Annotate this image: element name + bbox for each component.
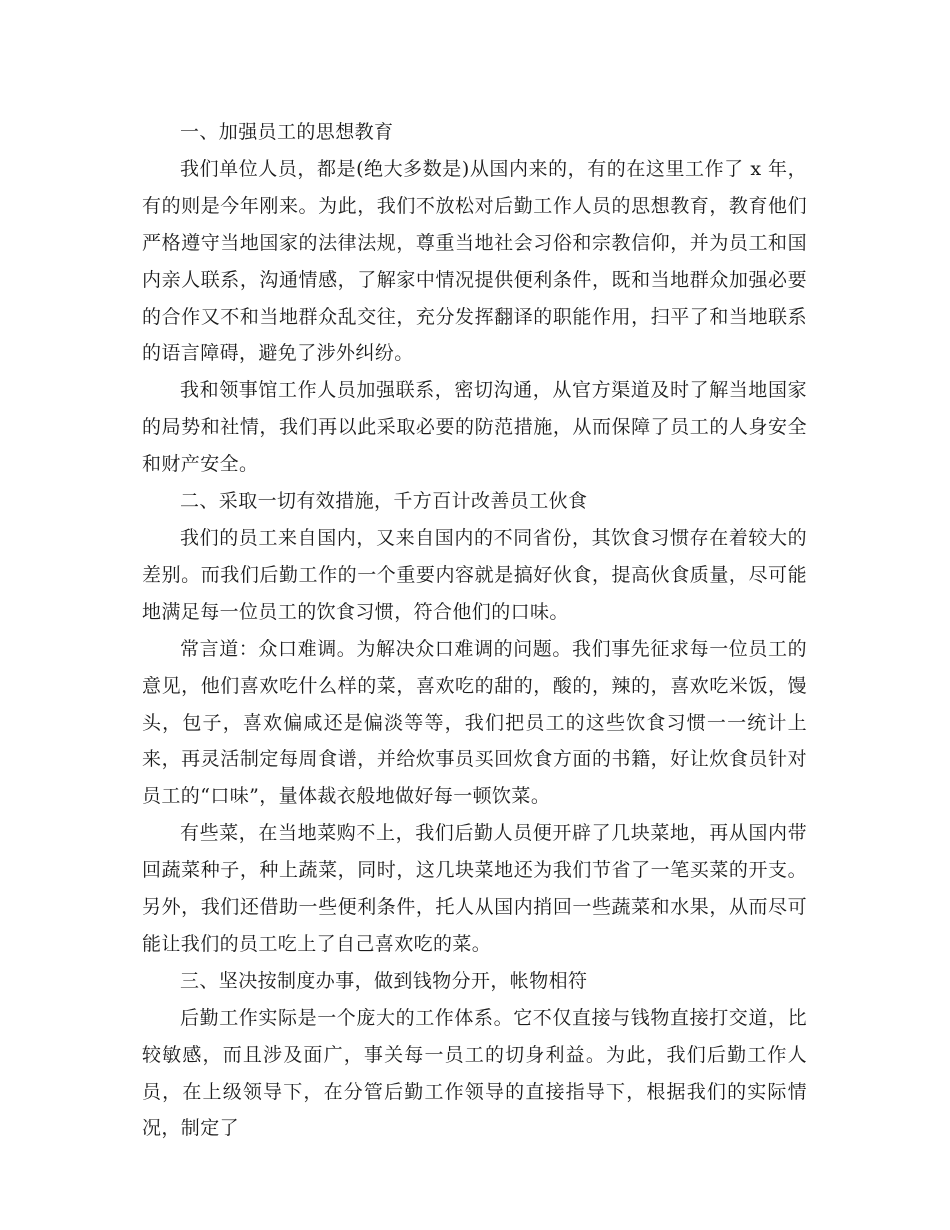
paragraph-2: 我和领事馆工作人员加强联系，密切沟通，从官方渠道及时了解当地国家的局势和社情，我们再以此采取必要的防范措施，从而保障了员工的人身安全和财产安全。 [142, 379, 807, 476]
paragraph-4: 常言道：众口难调。为解决众口难调的问题。我们事先征求每一位员工的意见，他们喜欢吃什么样的菜，喜欢吃的甜的，酸的，辣的，喜欢吃米饭，馒头，包子，喜欢偏咸还是偏淡等等，我们把员工的这些饮食习惯一一统计上来，再灵活制定每周食谱，并给炊事员买回炊食方面的书籍，好让炊食员针对员工的“口味”，量体裁衣般地做好每一顿饮菜。 [142, 637, 807, 808]
paragraph-1: 我们单位人员，都是(绝大多数是)从国内来的，有的在这里工作了 x 年，有的则是今年刚来。为此，我们不放松对后勤工作人员的思想教育，教育他们严格遵守当地国家的法律法规，尊重当地社会习俗和宗教信仰，并为员工和国内亲人联系，沟通情感，了解家中情况提供便利条件，既和当地群众加强必要的合作又不和当地群众乱交往，充分发挥翻译的职能作用，扫平了和当地联系的语言障碍，避免了涉外纠纷。 [142, 157, 807, 365]
section-heading-3: 三、坚决按制度办事，做到钱物分开，帐物相符 [180, 969, 588, 992]
paragraph-6: 后勤工作实际是一个庞大的工作体系。它不仅直接与钱物直接打交道，比较敏感，而且涉及面广，事关每一员工的切身利益。为此，我们后勤工作人员，在上级领导下，在分管后勤工作领导的直接指导下，根据我们的实际情况，制定了 [142, 1006, 807, 1140]
section-heading-1: 一、加强员工的思想教育 [180, 121, 394, 143]
paragraph-3: 我们的员工来自国内，又来自国内的不同省份，其饮食习惯存在着较大的差别。而我们后勤工作的一个重要内容就是搞好伙食，提高伙食质量，尽可能地满足每一位员工的饮食习惯，符合他们的口味。 [142, 526, 807, 623]
section-heading-2: 二、采取一切有效措施，千方百计改善员工伙食 [180, 490, 588, 513]
document-body [142, 114, 807, 1147]
paragraph-5: 有些菜，在当地菜购不上，我们后勤人员便开辟了几块菜地，再从国内带回蔬菜种子，种上蔬菜，同时，这几块菜地还为我们节省了一笔买菜的开支。另外，我们还借助一些便利条件，托人从国内捎回一些蔬菜和水果，从而尽可能让我们的员工吃上了自己喜欢吃的菜。 [142, 822, 807, 955]
